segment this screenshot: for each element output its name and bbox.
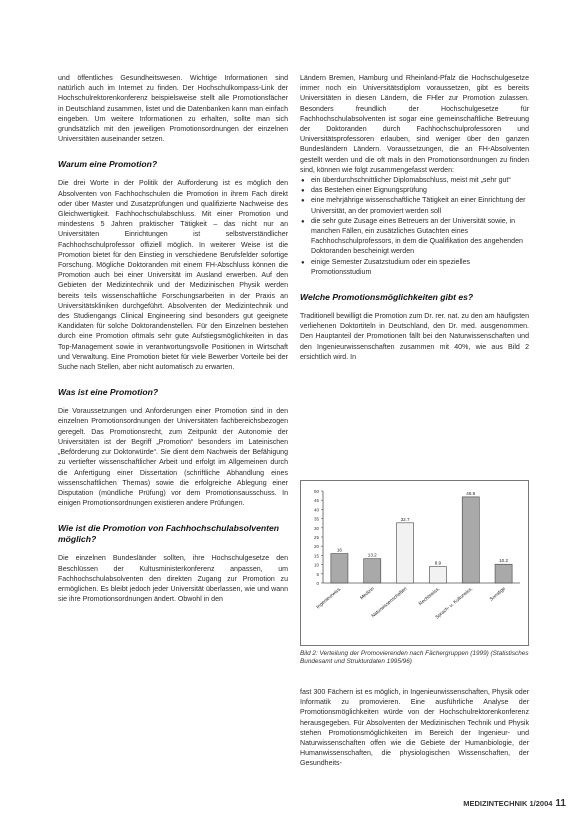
- list-item: ● die sehr gute Zusage eines Betreuers an der Universität sowie, in manchen Fällen, ein zusätzliches Gutachten eines Fachhochschulprofessors, in dem die Qualifikation des angehenden Doktoranden bescheinigt werden: [311, 217, 529, 258]
- page-footer: [463, 798, 566, 809]
- heading-how-promotion: Wie ist die Promotion von Fachhochschulabsolventen möglich?: [58, 523, 280, 545]
- y-tick-label: 15: [313, 553, 319, 559]
- y-tick-label: 0: [316, 581, 319, 586]
- paragraph-how-promotion: Die einzelnen Bundesländer sollten, ihre Hochschulgesetze den Beschlüssen der Kultusministerkonferenz anpassen, um Fachhochschulabsolventen den direkten Zugang zur Promotion zu ermöglichen. Es bleibt jedoch jeder Universität überlassen, wie und wann sie ihre Promotionsordnungen ändert. Obwohl in den: [58, 555, 288, 604]
- bar-value-label: 16: [336, 547, 342, 553]
- bar: [429, 567, 446, 583]
- x-tick-label: Naturwissenschaften: [371, 586, 409, 620]
- journal-name: MEDIZINTECHNIK 1/2004: [463, 799, 553, 808]
- y-tick-label: 30: [313, 525, 319, 531]
- right-intro-paragraph: Ländern Bremen, Hamburg und Rheinland-Pfalz die Hochschulgesetze immer noch ein Universitätsdiplom voraussetzen, gibt es bereits Universitäten in diesen Ländern, die FHler zur Promotion zulassen. Besonders freundlich der Hochschulgesetze für Fachhochschulabsolventen ist sogar eine gemeinschaftliche Betreuung der Doktoranden durch Fachhochschulprofessoren und Universitätsprofessoren erlauben, sind weniger über den ganzen Bundesländern Ländern. Voraussetzungen, die an FH-Absolventen gestellt werden und die oft mals in den Promotionsordnungen zu finden sind, können wie folgt zusammengefasst werden:: [300, 75, 529, 174]
- y-tick-label: 5: [316, 571, 319, 577]
- page-number: 11: [555, 798, 566, 809]
- bar-chart-figure: [300, 480, 529, 646]
- x-tick-label: Medizin: [359, 586, 376, 602]
- x-tick-label: Ingenieurwiss.: [315, 586, 343, 611]
- heading-why-promotion: Warum eine Promotion?: [58, 159, 158, 170]
- y-tick-label: 20: [313, 544, 319, 550]
- bar: [331, 554, 348, 583]
- bar-chart: [301, 481, 528, 645]
- list-item: ● ein überdurchschnittlicher Diplomabschluss, meist mit „sehr gut“: [311, 176, 529, 186]
- list-item: ● eine mehrjährige wissenschaftliche Tätigkeit an einer Einrichtung der Universität, an der promoviert werden soll: [311, 196, 529, 216]
- x-tick-label: Sprach- u. Kulturwiss.: [435, 586, 475, 621]
- paragraph-after-figure: fast 300 Fächern ist es möglich, in Ingenieurwissenschaften, Physik oder Informatik zu promovieren. Eine ausführliche Analyse der Promotionsmöglichkeiten würde von der Hochschulrektorenkonferenz herausgegeben. Für Absolventen der Medizinischen Technik und Physik stehen Promotionsmöglichkeiten im Bereich der Ingenieur- und Naturwissenschaften offen wie die Gebiete der Humanbiologie, der Humanwissenschaften, die physiologischen Wissenschaften, der Gesundheits-: [300, 689, 529, 768]
- bar-value-label: 32.7: [400, 516, 410, 522]
- y-tick-label: 45: [313, 498, 319, 504]
- left-intro-paragraph: und öffentliches Gesundheitswesen. Wichtige Informationen sind natürlich auch im Internet zu finden. Der Hochschulkompass-Link der Hochschulrektorenkonferenz beispielsweise stellt alle Promotionsfächer in Deutschland zusammen, listet und die Datenbanken kann man einfach eingeben. Um weitere Informationen zu erhalten, sollte man sich grundsätzlich mit den jeweiligen Promotionsordnungen der einzelnen Universitäten auseinander setzen.: [58, 75, 288, 144]
- y-tick-label: 50: [313, 489, 319, 494]
- bar-value-label: 10.2: [499, 558, 509, 564]
- y-tick-label: 35: [313, 516, 319, 522]
- bar-value-label: 46.8: [466, 490, 476, 496]
- figure-caption: Bild 2: Verteilung der Promovierenden nach Fächergruppen (1999) (Statistisches Bundesamt und Strukturdaten 1995/96): [300, 650, 529, 666]
- bar: [364, 559, 381, 583]
- paragraph-which-options: Traditionell bewilligt die Promotion zum Dr. rer. nat. zu den am häufigsten verliehenen Doktortiteln in Deutschland, den Dr. med. ausgenommen. Den Hauptanteil der Promotionen fällt bei den Naturwissenschaften und den Ingenieurwissenschaften zusammen mit 40%, wie aus Bild 2 ersichtlich wird. In: [300, 313, 529, 361]
- list-item: ● das Bestehen einer Eignungsprüfung: [311, 186, 529, 196]
- bar: [495, 564, 512, 583]
- heading-which-options: Welche Promotionsmöglichkeiten gibt es?: [300, 292, 474, 303]
- x-tick-label: Sonstige: [489, 586, 507, 603]
- bar: [462, 497, 479, 583]
- paragraph-what-is-promotion: Die Voraussetzungen und Anforderungen einer Promotion sind in den einzelnen Promotionsordnungen der Universitäten fachbereichsbezogen geregelt. Das Promotionsrecht, zum Zeitpunkt der Autonomie der Universitäten ist der Begriff „Promotion“ besonders im Lateinischen „Beförderung zur Doktorwürde“. Sie dient dem Nachweis der Befähigung zu vertiefter wissenschaftlicher Arbeit und erfolgt im Allgemeinen durch die Anfertigung einer Dissertation (schriftliche Abhandlung eines wissenschaftlichen Themas) sowie die erfolgreiche Ablegung einer Disputation (mündliche Prüfung) vor dem Promotionsausschuss. In einigen Promotionsordnungen existieren andere Prüfungen.: [58, 408, 288, 508]
- right-column: [300, 74, 529, 363]
- y-tick-label: 40: [313, 507, 319, 513]
- paragraph-why-promotion: Die drei Worte in der Politik der Aufforderung ist es möglich den Absolventen von Fachhochschulen die Promotion in ihrem Fach direkt oder über Master und Zusatzprüfungen und qualifizierte Nachweise des Gleichwertigkeit. Fachhochschulabschluss. Mit einer Promotion und mindestens 5 Jahren praktischer Tätigkeit – das nicht nur an Universitäten Einrichtungen ist selbstverständlicher Fachhochschulprofessor offiziell möglich. In weiterer Weise ist die Promotion bietet für den Einstieg in verschiedene Berufsfelder sofortige Forschung. Mögliche Doktoranden mit einem FH-Abschluss können die Promotion auch bei einer Universität im Ausland erwerben. Auf den Gebieten der Medizintechnik und der Medizinischen Physik werden bereits teils wissenschaftliche Forschungsarbeiten in der Praxis an Universitätskliniken durchgeführt. Absolventen der Medizintechnik und des Studiengangs Clinical Engineering sind besonders gut geeignete Kandidaten für solche Doktorandenstellen. Für den Einzelnen bestehen durch eine Promotion oftmals sehr gute Aufstiegsmöglichkeiten in das Top-Management sowie in verantwortungsvolle Positionen in Wirtschaft und Verwaltung. Eine Promotion bietet für viele Bewerber Vorteile bei der Suche nach Stellen, aber nicht automatisch zu erwarten.: [58, 180, 288, 372]
- bar-value-label: 8.9: [434, 560, 442, 566]
- y-tick-label: 10: [313, 562, 319, 568]
- after-figure-text: [300, 688, 529, 770]
- bar: [397, 523, 414, 583]
- x-tick-label: Rechtswiss.: [418, 586, 442, 607]
- bar-value-label: 13.2: [367, 552, 377, 558]
- requirements-list: [300, 176, 529, 278]
- y-tick-label: 25: [313, 535, 319, 540]
- list-item: ● einige Semester Zusatzstudium oder ein spezielles Promotionsstudium: [311, 258, 529, 278]
- left-column: [58, 74, 288, 605]
- heading-what-is-promotion: Was ist eine Promotion?: [58, 387, 159, 398]
